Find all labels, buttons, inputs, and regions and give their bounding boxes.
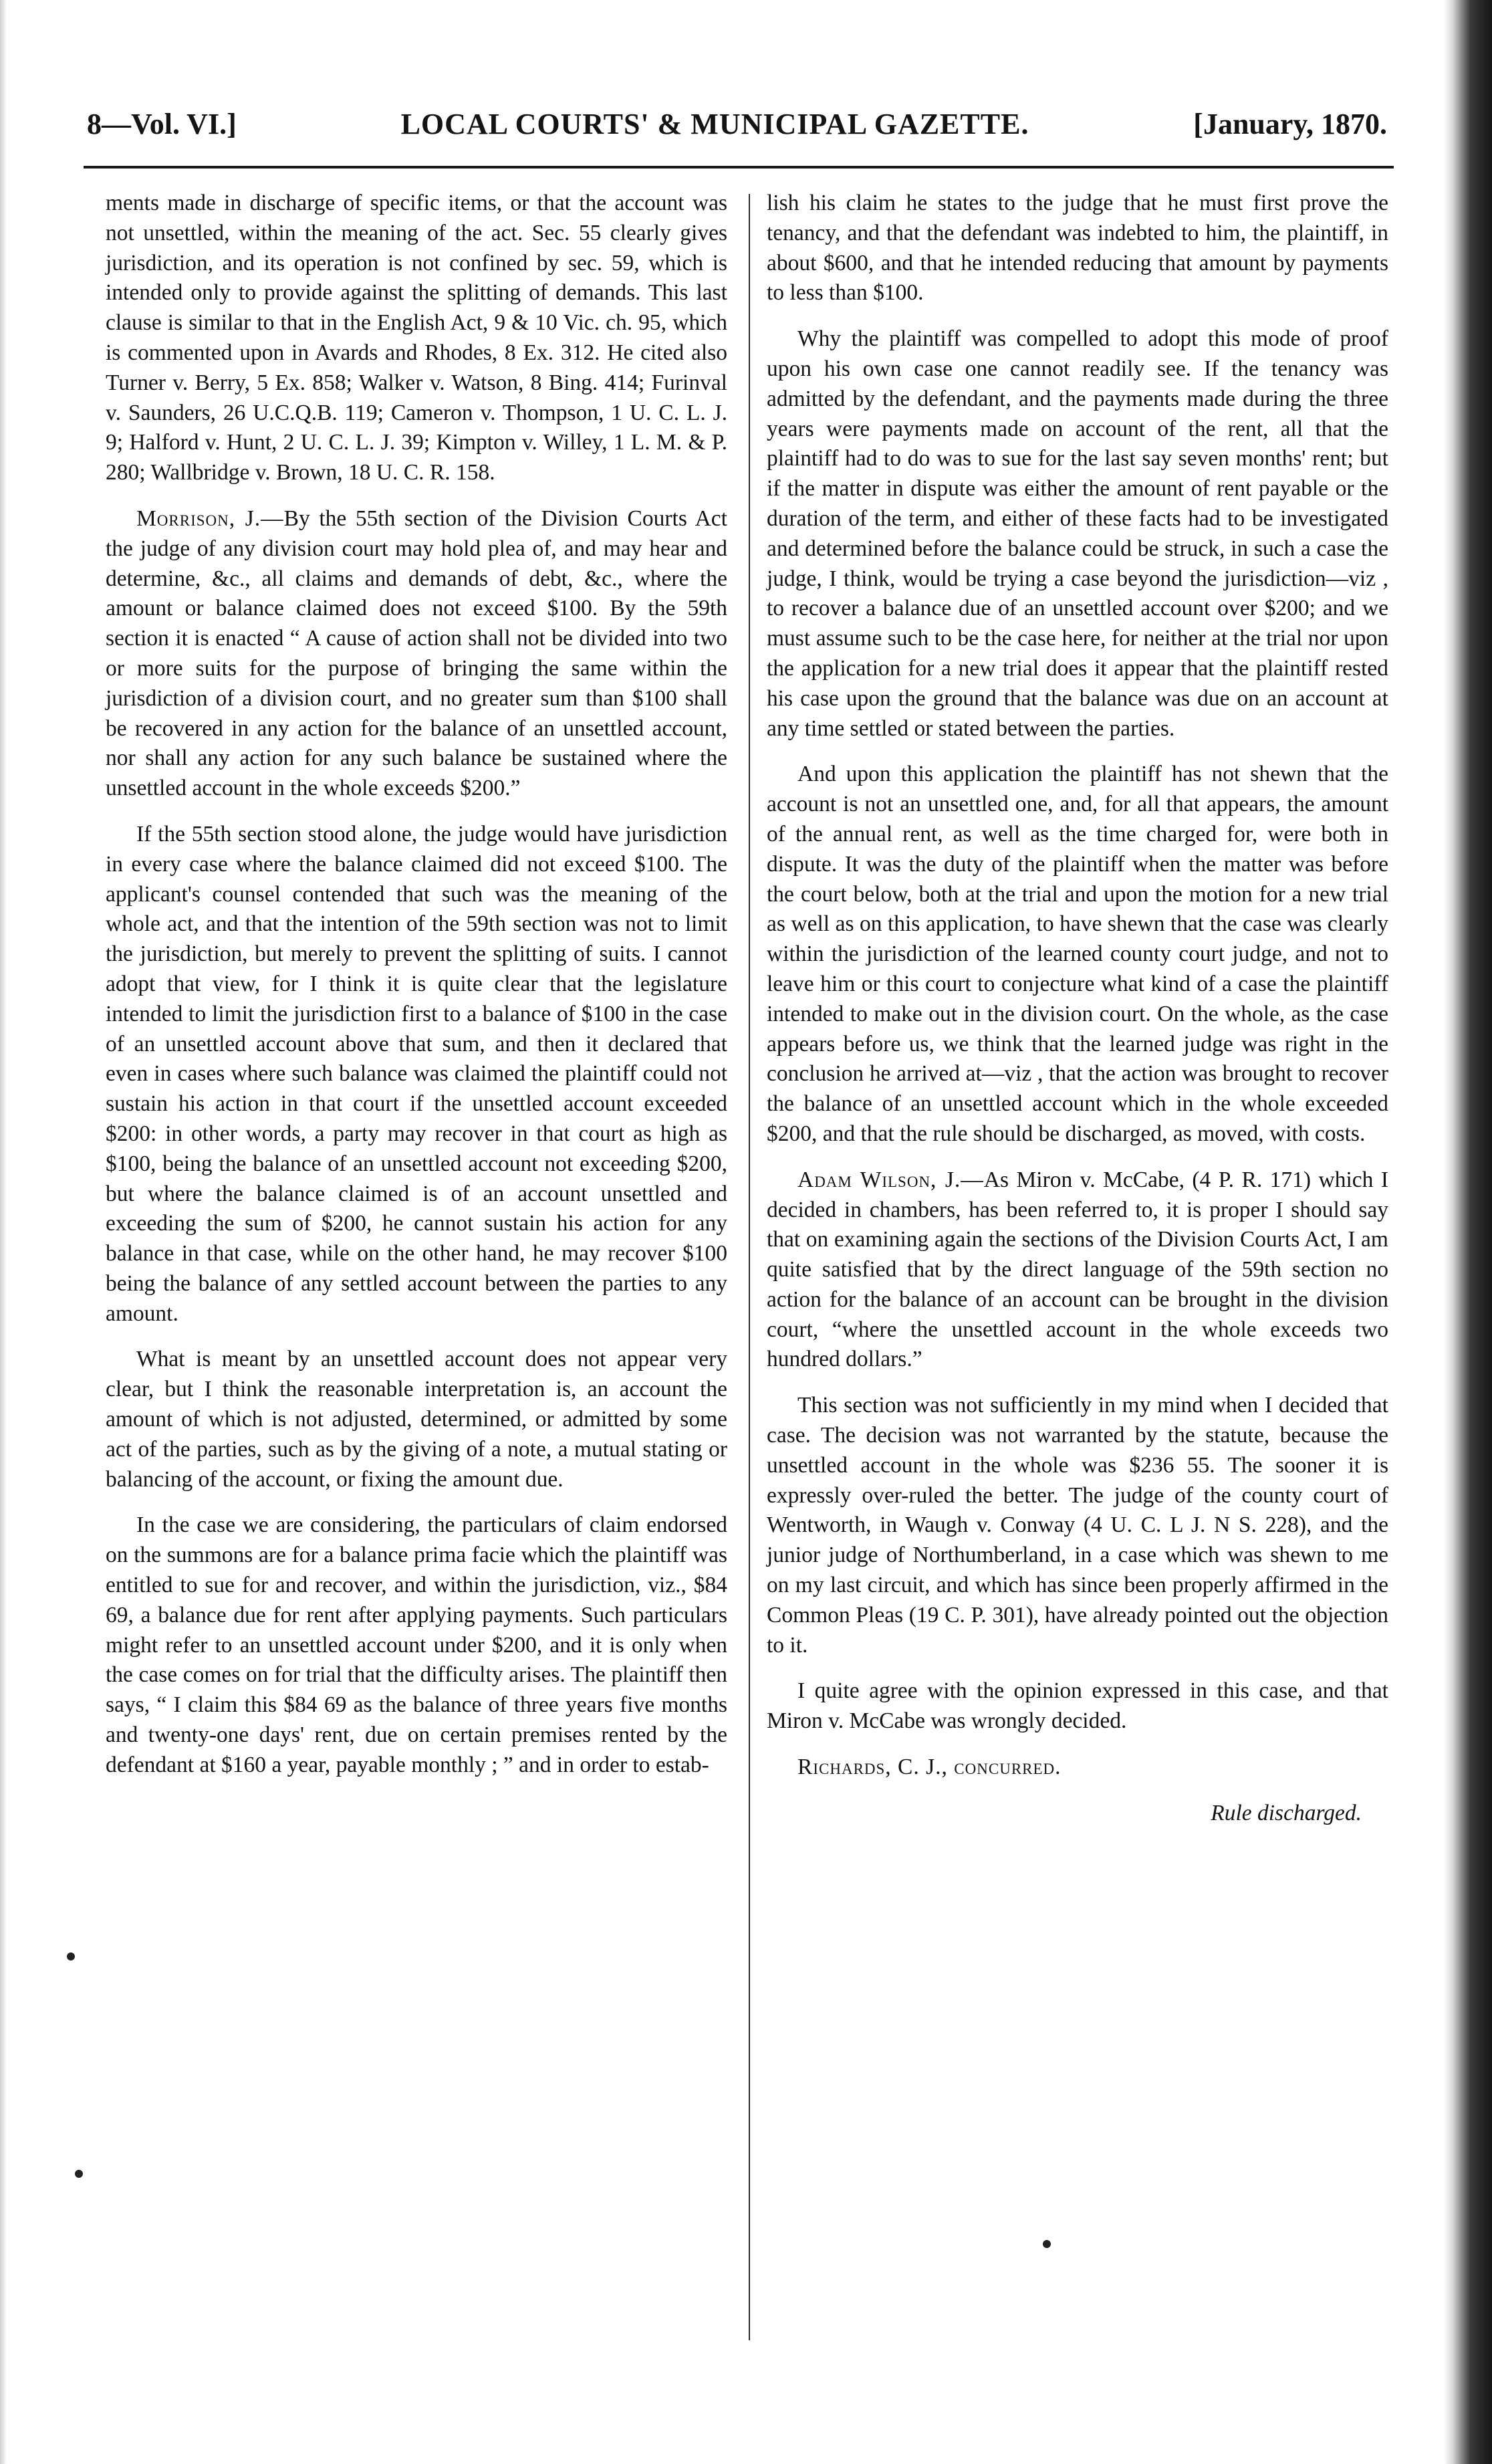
paragraph-wilson bbox=[767, 1165, 1388, 1375]
header-rule bbox=[84, 166, 1394, 169]
issue-date: [January, 1870. bbox=[1193, 108, 1387, 140]
ink-speck bbox=[1043, 2240, 1051, 2248]
paragraph: This section was not sufficiently in my mind when I decided that case. The decision was not warranted by the statute, because the unsettled account in the whole was $236 55. The sooner it is expressly over-ruled the better. The judge of the county court of Wentworth, in Waugh v. Conway (4 U. C. L J. N S. 228), and the junior judge of Northumberland, in a case which was shewn to me on my last circuit, and which has since been properly affirmed in the Common Pleas (19 C. P. 301), have already pointed out the objection to it. bbox=[767, 1393, 1388, 1658]
paragraph-text: By the 55th section of the Division Courts Act the judge of any division court may hold plea of, and may hear and determine, &c., all claims and demands of debt, &c., where the amount or balance claimed does not exceed $100. By the 59th section it is enacted “ A cause of action shall not be divided into two or more suits for the purpose of bringing the same within the jurisdiction of a division court, and no greater sum than $100 shall be recovered in any action for the balance of an unsettled account, nor shall any action for any such balance be sustained where the unsettled account in the whole exceeds $200.” bbox=[106, 506, 727, 801]
page-binding-edge bbox=[1444, 0, 1492, 2464]
paragraph-text: As Miron v. McCabe, (4 P. R. 171) which I decided in chambers, has been referred to, it is proper I should say that on examining again the sections of the Division Courts Act, I am quite satisfied that by the direct language of the 59th section no action for the balance of an account can be brought in the division court, “where the unsettled account in the whole exceeds two hundred dollars.” bbox=[767, 1167, 1389, 1372]
page-left-edge bbox=[0, 0, 7, 2464]
paragraph: What is meant by an unsettled account does not appear very clear, but I think the reasonable interpretation is, an account the amount of which is not adjusted, determined, or admitted by some act of the parties, such as by the giving of a note, a mutual stating or balancing of the account, or fixing the amount due. bbox=[106, 1347, 727, 1492]
concurrence bbox=[767, 1753, 1388, 1783]
ink-speck bbox=[67, 1952, 75, 1961]
left-column bbox=[106, 189, 727, 1797]
volume-label: 8—Vol. VI.] bbox=[87, 108, 237, 140]
paragraph: I quite agree with the opinion expressed in this case, and that Miron v. McCabe was wrongly decided. bbox=[767, 1678, 1388, 1734]
judge-name: Adam Wilson, J.— bbox=[797, 1167, 984, 1192]
publication-title: LOCAL COURTS' & MUNICIPAL GAZETTE. bbox=[400, 108, 1029, 140]
paragraph: lish his claim he states to the judge that he must first prove the tenancy, and that the defendant was indebted to him, the plaintiff, in about $600, and that he intended reducing that amount by payments to less than $100. bbox=[767, 191, 1388, 306]
right-column bbox=[767, 189, 1388, 1845]
judge-name: Morrison, J.— bbox=[136, 506, 284, 531]
column-divider bbox=[749, 194, 750, 2340]
paragraph: Why the plaintiff was compelled to adopt this mode of proof upon his own case one cannot readily see. If the tenancy was admitted by the defendant, and the payments made during the three years were payments made on account of the rent, all that the plaintiff had to do was to sue for the last say seven months' rent; but if the matter in dispute was either the amount of rent payable or the duration of the term, and either of these facts had to be investigated and determined before the balance could be struck, in such a case the judge, I think, would be trying a case beyond the jurisdiction—viz , to recover a balance due of an unsettled account over $200; and we must assume such to be the case here, for neither at the trial nor upon the application for a new trial does it appear that the plaintiff rested his case upon the ground that the balance was due on an account at any time settled or stated between the parties. bbox=[767, 326, 1388, 741]
paragraph-morrison bbox=[106, 504, 727, 804]
paragraph: And upon this application the plaintiff has not shewn that the account is not an unsettled one, and, for all that appears, the amount of the annual rent, as well as the time charged for, were both in dispute. It was the duty of the plaintiff when the matter was before the court below, both at the trial and upon the motion for a new trial as well as on this application, to have shewn that the case was clearly within the jurisdiction of the learned county court judge, and not to leave him or this court to conjecture what kind of a case the plaintiff intended to make out in the division court. On the whole, as the case appears before us, we think that the learned judge was right in the conclusion he arrived at—viz , that the action was brought to recover the balance of an unsettled account which in the whole exceeded $200, and that the rule should be discharged, as moved, with costs. bbox=[767, 762, 1388, 1146]
paragraph: If the 55th section stood alone, the judge would have jurisdiction in every case where the balance claimed did not exceed $100. The applicant's counsel contended that such was the meaning of the whole act, and that the intention of the 59th section was not to limit the jurisdiction, but merely to prevent the splitting of suits. I cannot adopt that view, for I think it is quite clear that the legislature intended to limit the jurisdiction first to a balance of $100 in the case of an unsettled account above that sum, and then it declared that even in cases where such balance was claimed the plaintiff could not sustain his action in that court if the unsettled account exceeded $200: in other words, a party may recover in that court as high as $100, being the balance of an unsettled account not exceeding $200, but where the balance claimed is of an account unsettled and exceeding the sum of $200, he cannot sustain his action for any balance in that case, while on the other hand, he may recover $100 being the balance of any settled account between the parties to any amount. bbox=[106, 821, 727, 1326]
concurrence-text: Richards, C. J., concurred. bbox=[797, 1755, 1062, 1780]
ruling: Rule discharged. bbox=[1211, 1800, 1362, 1825]
ink-speck bbox=[75, 2170, 83, 2178]
paragraph: In the case we are considering, the particulars of claim endorsed on the summons are for a balance prima facie which the plaintiff was entitled to sue for and recover, and within the jurisdiction, viz., $84 69, a balance due for rent after applying payments. Such particulars might refer to an unsettled account under $200, and it is only when the case comes on for trial that the difficulty arises. The plaintiff then says, “ I claim this $84 69 as the balance of three years five months and twenty-one days' rent, due on certain premises rented by the defendant at $160 a year, payable monthly ; ” and in order to estab- bbox=[106, 1513, 727, 1777]
running-header bbox=[87, 107, 1387, 160]
paragraph: ments made in discharge of specific items, or that the account was not unsettled, within the meaning of the act. Sec. 55 clearly gives jurisdiction, and its operation is not confined by sec. 59, which is intended only to provide against the splitting of demands. This last clause is similar to that in the English Act, 9 & 10 Vic. ch. 95, which is commented upon in Avards and Rhodes, 8 Ex. 312. He cited also Turner v. Berry, 5 Ex. 858; Walker v. Watson, 8 Bing. 414; Furinval v. Saunders, 26 U.C.Q.B. 119; Cameron v. Thompson, 1 U. C. L. J. 9; Halford v. Hunt, 2 U. C. L. J. 39; Kimpton v. Willey, 1 L. M. & P. 280; Wallbridge v. Brown, 18 U. C. R. 158. bbox=[106, 191, 727, 485]
